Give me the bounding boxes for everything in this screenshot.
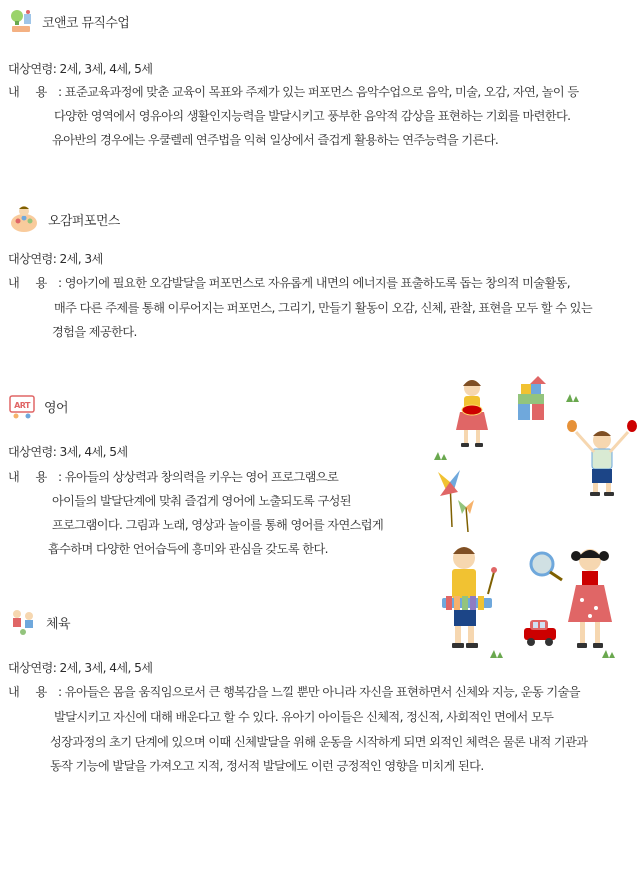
content-line: : 영아기에 필요한 오감발달을 퍼포먼스로 자유롭게 내면의 에너지를 표출하도록 돕는 창의적 미술활동, (58, 276, 571, 290)
toy-car (524, 620, 556, 646)
content-line: 발달시키고 자신에 대해 배운다고 할 수 있다. 유아기 아이들은 신체적, 정신적, 사회적인 면에서 모두 (54, 710, 554, 724)
section-title-english (8, 392, 68, 420)
pinwheel (438, 470, 474, 532)
section-title-text: 코앤코 뮤직수업 (42, 15, 130, 31)
content-line: 다양한 영역에서 영유아의 생활인지능력을 발달시키고 풍부한 음악적 감상을 표현하는 기회를 마련한다. (54, 109, 571, 123)
target-age-row (8, 444, 128, 460)
target-age-value: : 2세, 3세, 4세, 5세 (52, 661, 153, 675)
content-label: 내 용 (8, 85, 47, 99)
content-label: 내 용 (8, 470, 47, 484)
content-line: 프로그램이다. 그림과 노래, 영상과 놀이를 통해 영어를 자연스럽게 (52, 518, 384, 532)
section-title-text: 영어 (44, 400, 68, 416)
boy-maracas-figure (567, 420, 637, 496)
content-row (8, 275, 570, 291)
target-age-value: : 3세, 4세, 5세 (52, 445, 128, 459)
target-age-row (8, 251, 103, 267)
girl-drum-figure (456, 380, 488, 447)
magnifier (531, 553, 562, 580)
content-label: 내 용 (8, 685, 47, 699)
content-line: : 표준교육과정에 맞춘 교육이 목표와 주제가 있는 퍼포먼스 음악수업으로 음악, 미술, 오감, 자연, 놀이 등 (58, 85, 579, 99)
target-age-value: : 2세, 3세 (52, 252, 103, 266)
content-line: 유아반의 경우에는 우쿨렐레 연주법을 익혀 일상에서 즐겁게 활용하는 연주능력을 기른다. (52, 133, 499, 147)
sports-kids-icon (8, 607, 38, 637)
content-line: 아이들의 발달단계에 맞춰 즐겁게 영어에 노출되도록 구성된 (52, 494, 351, 508)
paint-palette-icon (8, 203, 40, 235)
content-line: 동작 기능에 발달을 가져오고 지적, 정서적 발달에도 이런 긍정적인 영향을 미치게 된다. (50, 759, 484, 773)
target-age-row (8, 660, 152, 676)
art-board-icon (8, 392, 36, 420)
section-title-pe (8, 607, 70, 637)
content-row (8, 84, 579, 100)
target-age-label: 대상연령 (8, 62, 53, 76)
section-title-sensory (8, 203, 120, 235)
content-line: 매주 다른 주제를 통해 이루어지는 퍼포먼스, 그리기, 만들기 활동이 오감, 신체, 관찰, 표현을 모두 할 수 있는 (54, 301, 593, 315)
target-age-value: : 2세, 3세, 4세, 5세 (52, 62, 153, 76)
svg-text:ART: ART (14, 401, 30, 410)
content-row (8, 684, 580, 700)
content-label: 내 용 (8, 276, 47, 290)
content-line: : 유아들은 몸을 움직임으로서 큰 행복감을 느낄 뿐만 아니라 자신을 표현하면서 신체와 지능, 운동 기술을 (58, 685, 580, 699)
girl-figure (568, 549, 612, 648)
target-age-label: 대상연령 (8, 252, 53, 266)
music-lightbulb-icon (8, 8, 34, 34)
section-title-music (8, 8, 129, 34)
children-playing-illustration (430, 372, 640, 672)
content-line: 성장과정의 초기 단계에 있으며 이때 신체발달을 위해 운동을 시작하게 되면 외적인 체력은 물론 내적 기관과 (50, 735, 588, 749)
target-age-label: 대상연령 (8, 445, 53, 459)
target-age-row (8, 61, 152, 77)
content-row (8, 469, 338, 485)
content-line: : 유아들의 상상력과 창의력을 키우는 영어 프로그램으로 (58, 470, 339, 484)
content-line: 경험을 제공한다. (52, 325, 137, 339)
section-title-text: 오감퍼포먼스 (48, 213, 120, 229)
boy-xylophone-figure (442, 547, 497, 648)
target-age-label: 대상연령 (8, 661, 53, 675)
toy-blocks (518, 376, 546, 420)
content-line: 흡수하며 다양한 언어습득에 흥미와 관심을 갖도록 한다. (48, 542, 328, 556)
section-title-text: 체육 (46, 616, 70, 632)
